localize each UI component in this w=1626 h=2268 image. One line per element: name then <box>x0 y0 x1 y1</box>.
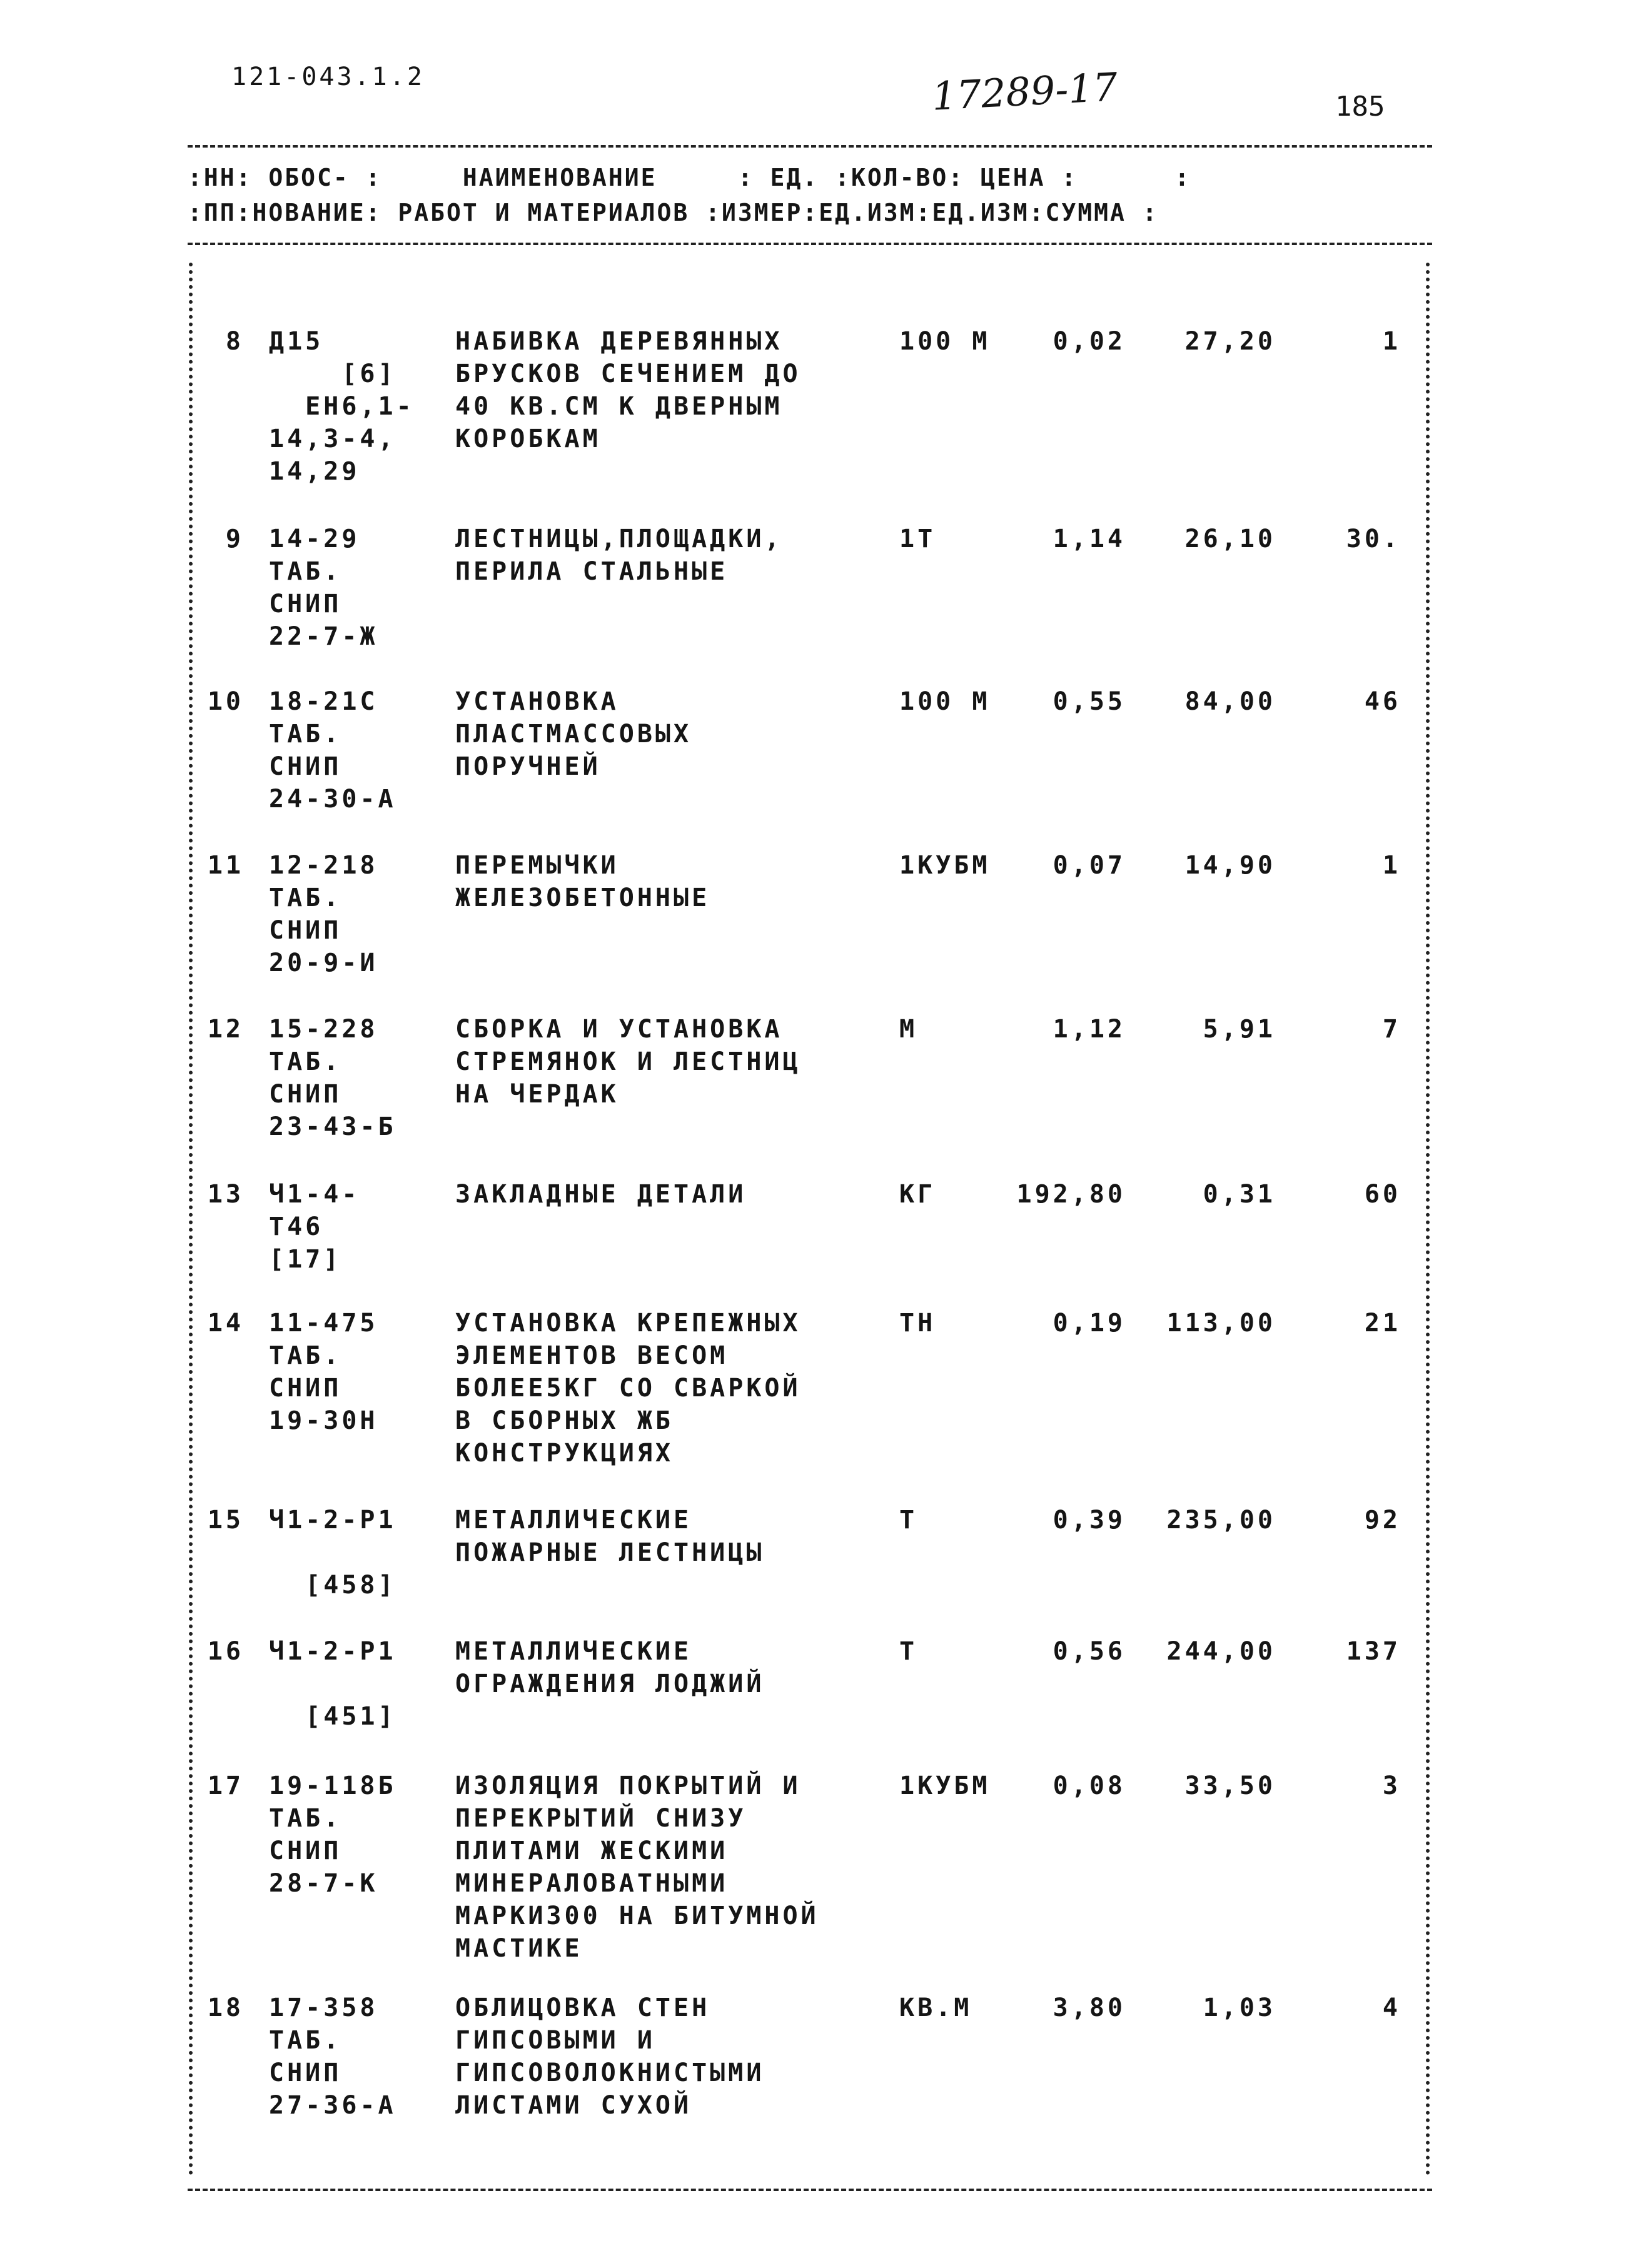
row-sum: 137 <box>1346 1637 1401 1666</box>
justification-code: 19-118Б ТАБ. СНИП 28-7-К <box>269 1772 396 1898</box>
row-sum: 60 <box>1364 1180 1401 1209</box>
row-sum: 1 <box>1382 327 1401 356</box>
justification-code: 14-29 ТАБ. СНИП 22-7-Ж <box>269 525 378 651</box>
row-number: 8 <box>225 327 244 356</box>
justification-code: 18-21С ТАБ. СНИП 24-30-А <box>269 687 396 814</box>
bottom-rule <box>188 2189 1432 2191</box>
row-sum: 7 <box>1382 1015 1401 1044</box>
quantity: 0,19 <box>1053 1309 1126 1338</box>
unit-of-measure: 1КУБМ <box>899 1772 991 1800</box>
justification-code: 11-475 ТАБ. СНИП 19-30Н <box>269 1309 378 1435</box>
row-sum: 30. <box>1346 525 1401 553</box>
unit-of-measure: КГ <box>899 1180 936 1209</box>
justification-code: Д15 [6] ЕН6,1- 14,3-4, 14,29 <box>269 327 415 486</box>
row-number: 14 <box>207 1309 244 1338</box>
row-number: 13 <box>207 1180 244 1209</box>
justification-code: Ч1-2-Р1 [458] <box>269 1506 396 1600</box>
quantity: 0,07 <box>1053 851 1126 880</box>
unit-price: 0,31 <box>1203 1180 1276 1209</box>
handwritten-number: 17289-17 <box>931 64 1119 119</box>
justification-code: Ч1-2-Р1 [451] <box>269 1637 396 1731</box>
unit-of-measure: 1Т <box>899 525 936 553</box>
unit-price: 27,20 <box>1184 327 1276 356</box>
row-sum: 21 <box>1364 1309 1401 1338</box>
work-name: СБОРКА И УСТАНОВКА СТРЕМЯНОК И ЛЕСТНИЦ НА ЧЕРДАК <box>455 1015 801 1109</box>
quantity: 0,56 <box>1053 1637 1126 1666</box>
unit-price: 14,90 <box>1184 851 1276 880</box>
quantity: 0,55 <box>1053 687 1126 716</box>
row-sum: 92 <box>1364 1506 1401 1535</box>
justification-code: 12-218 ТАБ. СНИП 20-9-И <box>269 851 378 977</box>
unit-of-measure: КВ.М <box>899 1993 972 2022</box>
quantity: 1,14 <box>1053 525 1126 553</box>
justification-code: Ч1-4- Т46 [17] <box>269 1180 360 1274</box>
unit-price: 113,00 <box>1166 1309 1276 1338</box>
header-line-1: :НН: ОБОС- : НАИМЕНОВАНИЕ : ЕД. :КОЛ-ВО: ЦЕНА : : <box>188 164 1191 191</box>
header-rule <box>188 243 1432 245</box>
quantity: 0,39 <box>1053 1506 1126 1535</box>
justification-code: 17-358 ТАБ. СНИП 27-36-А <box>269 1993 396 2120</box>
unit-of-measure: Т <box>899 1506 918 1535</box>
work-name: МЕТАЛЛИЧЕСКИЕ ОГРАЖДЕНИЯ ЛОДЖИЙ <box>455 1637 765 1698</box>
unit-price: 33,50 <box>1184 1772 1276 1800</box>
unit-of-measure: 100 М <box>899 687 991 716</box>
unit-price: 5,91 <box>1203 1015 1276 1044</box>
header-line-2: :ПП:НОВАНИЕ: РАБОТ И МАТЕРИАЛОВ :ИЗМЕР:ЕД.ИЗМ:ЕД.ИЗМ:СУММА : <box>188 199 1159 226</box>
work-name: ИЗОЛЯЦИЯ ПОКРЫТИЙ И ПЕРЕКРЫТИЙ СНИЗУ ПЛИТАМИ ЖЕСКИМИ МИНЕРАЛОВАТНЫМИ МАРКИ300 НА БИТУМНОЙ МАСТИКЕ <box>455 1772 819 1963</box>
work-name: УСТАНОВКА КРЕПЕЖНЫХ ЭЛЕМЕНТОВ ВЕСОМ БОЛЕЕ5КГ СО СВАРКОЙ В СБОРНЫХ ЖБ КОНСТРУКЦИЯХ <box>455 1309 801 1468</box>
row-number: 10 <box>207 687 244 716</box>
row-sum: 4 <box>1382 1993 1401 2022</box>
unit-price: 1,03 <box>1203 1993 1276 2022</box>
right-border <box>1426 263 1430 2176</box>
row-sum: 1 <box>1382 851 1401 880</box>
work-name: ЛЕСТНИЦЫ,ПЛОЩАДКИ, ПЕРИЛА СТАЛЬНЫЕ <box>455 525 783 586</box>
work-name: УСТАНОВКА ПЛАСТМАССОВЫХ ПОРУЧНЕЙ <box>455 687 692 781</box>
unit-of-measure: М <box>899 1015 918 1044</box>
quantity: 3,80 <box>1053 1993 1126 2022</box>
work-name: НАБИВКА ДЕРЕВЯННЫХ БРУСКОВ СЕЧЕНИЕМ ДО 40 КВ.СМ К ДВЕРНЫМ КОРОБКАМ <box>455 327 801 453</box>
page-number: 185 <box>1335 91 1385 123</box>
left-border <box>189 263 193 2176</box>
document-code: 121-043.1.2 <box>231 63 425 91</box>
justification-code: 15-228 ТАБ. СНИП 23-43-Б <box>269 1015 396 1141</box>
row-number: 16 <box>207 1637 244 1666</box>
row-number: 12 <box>207 1015 244 1044</box>
row-number: 11 <box>207 851 244 880</box>
work-name: ПЕРЕМЫЧКИ ЖЕЛЕЗОБЕТОННЫЕ <box>455 851 710 912</box>
work-name: ЗАКЛАДНЫЕ ДЕТАЛИ <box>455 1180 747 1209</box>
unit-price: 235,00 <box>1166 1506 1276 1535</box>
row-sum: 3 <box>1382 1772 1401 1800</box>
quantity: 1,12 <box>1053 1015 1126 1044</box>
quantity: 0,08 <box>1053 1772 1126 1800</box>
unit-of-measure: 1КУБМ <box>899 851 991 880</box>
quantity: 0,02 <box>1053 327 1126 356</box>
row-number: 17 <box>207 1772 244 1800</box>
unit-price: 26,10 <box>1184 525 1276 553</box>
unit-of-measure: 100 М <box>899 327 991 356</box>
row-number: 18 <box>207 1993 244 2022</box>
work-name: ОБЛИЦОВКА СТЕН ГИПСОВЫМИ И ГИПСОВОЛОКНИСТЫМИ ЛИСТАМИ СУХОЙ <box>455 1993 765 2120</box>
unit-of-measure: ТН <box>899 1309 936 1338</box>
top-rule <box>188 145 1432 148</box>
row-number: 15 <box>207 1506 244 1535</box>
row-sum: 46 <box>1364 687 1401 716</box>
unit-of-measure: Т <box>899 1637 918 1666</box>
quantity: 192,80 <box>1016 1180 1126 1209</box>
unit-price: 244,00 <box>1166 1637 1276 1666</box>
work-name: МЕТАЛЛИЧЕСКИЕ ПОЖАРНЫЕ ЛЕСТНИЦЫ <box>455 1506 765 1567</box>
row-number: 9 <box>225 525 244 553</box>
unit-price: 84,00 <box>1184 687 1276 716</box>
